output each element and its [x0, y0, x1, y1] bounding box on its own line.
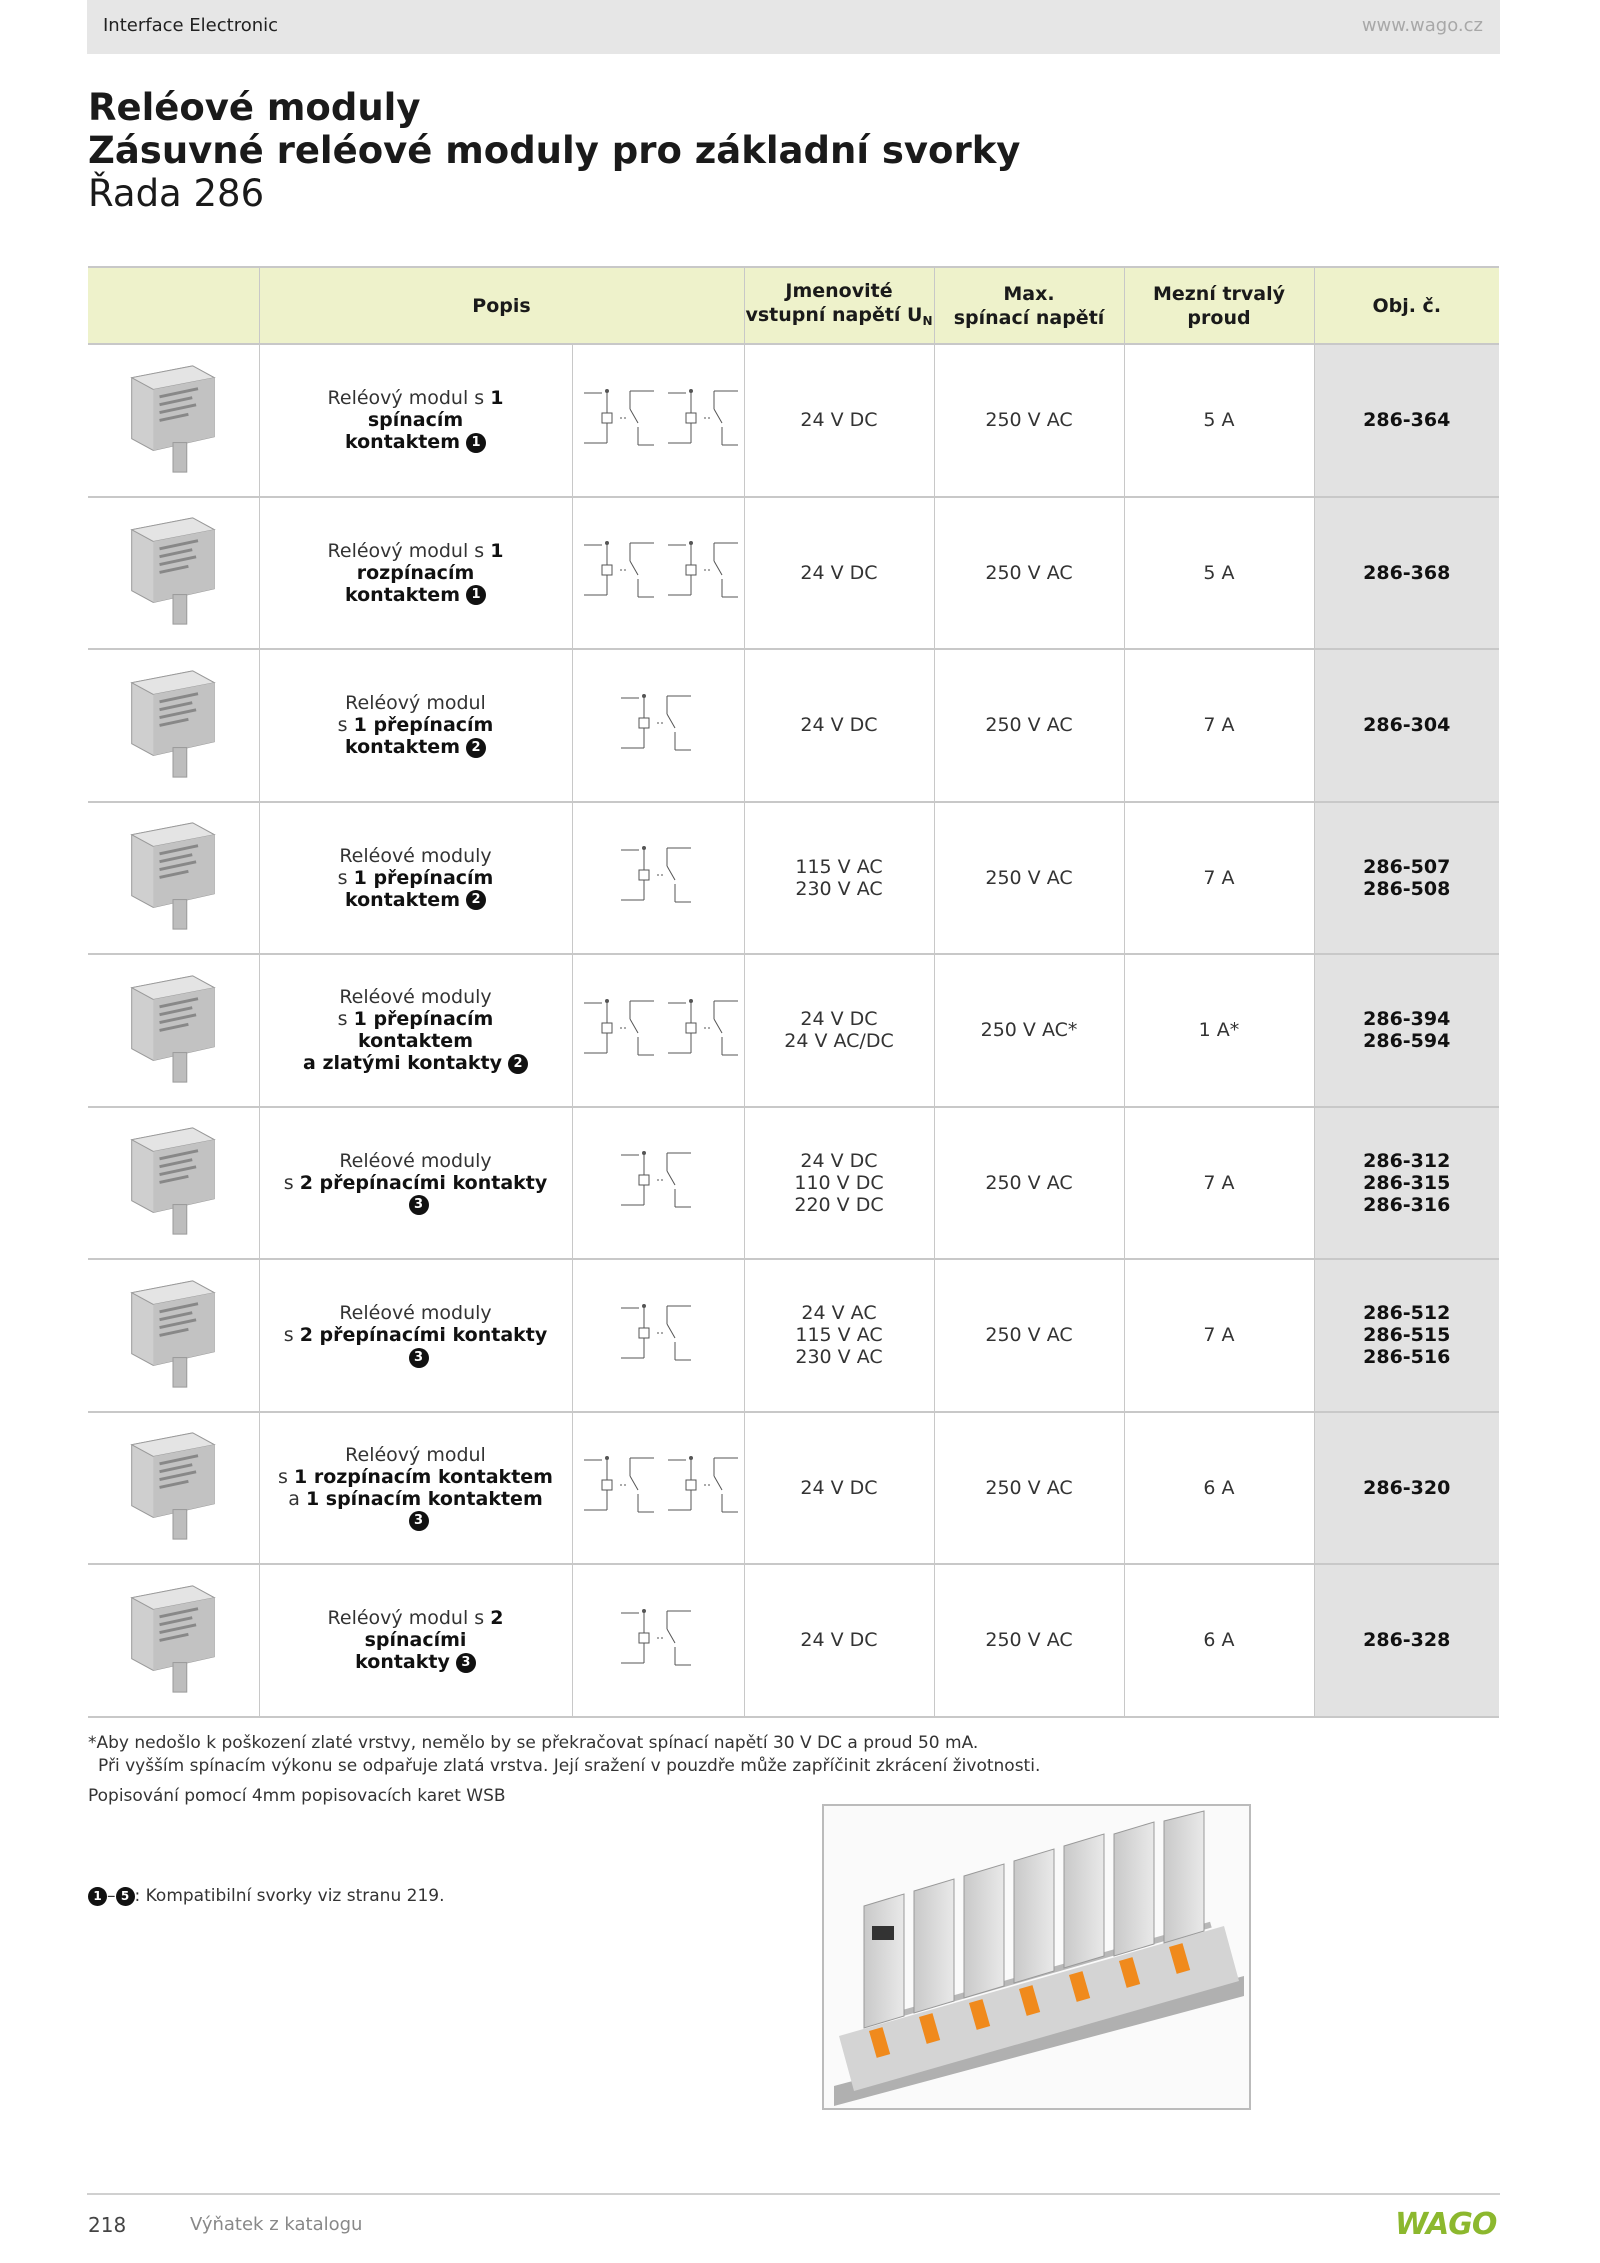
desc-line-1: Reléový modul s 1 rozpínacím	[327, 539, 504, 584]
desc-line-1: Reléový modul	[345, 1443, 486, 1466]
desc-line-2: kontaktem 1	[278, 431, 554, 453]
circuit-schematic	[613, 1298, 703, 1368]
max-voltage-value: 250 V AC	[985, 1476, 1073, 1499]
order-cell	[1314, 802, 1499, 955]
order-number-value[interactable]: 286-515	[1363, 1324, 1451, 1347]
circuit-schematic	[613, 1145, 703, 1215]
desc-line-3: a 1 spínacím kontaktem3	[278, 1488, 554, 1532]
table-row	[88, 1107, 1499, 1260]
compat-text: : Kompatibilní svorky viz stranu 219.	[134, 1886, 445, 1906]
header-voltage-line1: Jmenovité	[785, 279, 893, 302]
desc-line-2: s 1 rozpínacím kontaktem	[278, 1465, 553, 1488]
title-line-3: Řada 286	[88, 172, 265, 215]
current-cell	[1124, 954, 1314, 1107]
order-cell	[1314, 497, 1499, 650]
schematic-cell	[572, 344, 744, 497]
relay-module-photo	[123, 663, 223, 783]
input-voltage-value: 115 V AC	[795, 1324, 883, 1347]
photo-cell	[88, 1412, 259, 1565]
circuit-schematic	[576, 383, 740, 453]
max-voltage-cell	[934, 1107, 1124, 1260]
schematic-cell	[572, 497, 744, 650]
compat-badge: 1	[466, 585, 486, 605]
max-voltage-cell	[934, 1412, 1124, 1565]
description-cell	[259, 1412, 572, 1565]
order-number-value[interactable]: 286-364	[1363, 409, 1451, 432]
schematic-cell	[572, 1107, 744, 1260]
photo-cell	[88, 344, 259, 497]
table-row	[88, 802, 1499, 955]
desc-line-2: s 1 přepínacím kontaktem	[337, 1008, 494, 1053]
photo-cell	[88, 1107, 259, 1260]
current-value: 5 A	[1203, 561, 1235, 584]
desc-line-1: Reléové moduly	[339, 1302, 492, 1325]
footnote-line-1: *Aby nedošlo k poškození zlaté vrstvy, nemělo by se překračovat spínací napětí 30 V DC a proud 50 mA.	[88, 1733, 979, 1753]
input-voltage-value: 24 V DC	[800, 1149, 878, 1172]
current-value: 6 A	[1203, 1629, 1235, 1652]
header-popis: Popis	[259, 267, 744, 344]
current-cell	[1124, 802, 1314, 955]
current-value: 1 A*	[1198, 1019, 1240, 1042]
desc-line-1: Reléový modul s 1 spínacím	[327, 387, 504, 432]
order-number-value[interactable]: 286-512	[1363, 1302, 1451, 1325]
max-voltage-cell	[934, 649, 1124, 802]
input-voltage-cell	[744, 497, 934, 650]
footer-text: Výňatek z katalogu	[190, 2214, 363, 2235]
desc-line-3: a zlatými kontakty 2	[278, 1052, 554, 1074]
desc-line-2: kontakty 3	[278, 1651, 554, 1673]
max-voltage-value: 250 V AC	[985, 1629, 1073, 1652]
description-cell	[259, 649, 572, 802]
table-header-row	[88, 267, 1499, 344]
header-input-voltage	[744, 267, 934, 344]
description-cell	[259, 954, 572, 1107]
description-cell	[259, 1107, 572, 1260]
order-number-value[interactable]: 286-320	[1363, 1476, 1451, 1499]
footnote-line-2: Při vyšším spínacím výkonu se odpařuje zlatá vrstva. Její sražení v pouzdře může zapříčinit zkrácení životnosti.	[98, 1756, 1041, 1776]
compat-badge: 2	[466, 738, 486, 758]
compat-badge: 3	[409, 1511, 429, 1531]
header-max-line2: spínací napětí	[953, 306, 1105, 329]
max-voltage-cell	[934, 802, 1124, 955]
max-voltage-value: 250 V AC	[985, 714, 1073, 737]
input-voltage-value: 110 V DC	[794, 1171, 884, 1194]
order-number-value[interactable]: 286-312	[1363, 1149, 1451, 1172]
header-voltage-sub: N	[922, 313, 933, 328]
desc-line-1: Reléový modul s 2 spínacími	[327, 1607, 504, 1652]
current-cell	[1124, 1564, 1314, 1717]
schematic-cell	[572, 954, 744, 1107]
page-title	[88, 86, 1020, 215]
input-voltage-cell	[744, 954, 934, 1107]
max-voltage-cell	[934, 1259, 1124, 1412]
table-row	[88, 1564, 1499, 1717]
product-table	[88, 266, 1499, 1718]
relay-module-photo	[123, 1120, 223, 1240]
circuit-schematic	[613, 840, 703, 910]
input-voltage-value: 24 V AC/DC	[784, 1030, 894, 1053]
order-number-value[interactable]: 286-516	[1363, 1346, 1451, 1369]
schematic-cell	[572, 802, 744, 955]
input-voltage-value: 24 V AC	[801, 1302, 877, 1325]
schematic-cell	[572, 1564, 744, 1717]
header-voltage-line2: vstupní napětí U	[745, 303, 923, 326]
compat-badge-from: 1	[88, 1887, 107, 1906]
circuit-schematic	[576, 1450, 740, 1520]
desc-line-2: s 1 přepínacím kontaktem 2	[337, 866, 494, 911]
title-line-1: Reléové moduly	[88, 86, 421, 129]
table-row	[88, 649, 1499, 802]
table-row	[88, 954, 1499, 1107]
description-cell	[259, 1259, 572, 1412]
header-max-voltage	[934, 267, 1124, 344]
desc-line-1: Reléové moduly	[339, 1149, 492, 1172]
schematic-cell	[572, 1412, 744, 1565]
max-voltage-value: 250 V AC	[985, 1171, 1073, 1194]
order-number-value[interactable]: 286-507	[1363, 855, 1451, 878]
max-voltage-value: 250 V AC	[985, 1324, 1073, 1347]
input-voltage-value: 24 V DC	[800, 1476, 878, 1499]
input-voltage-value: 220 V DC	[794, 1193, 884, 1216]
schematic-cell	[572, 649, 744, 802]
compat-badge: 3	[456, 1653, 476, 1673]
max-voltage-value: 250 V AC	[985, 409, 1073, 432]
order-number-value[interactable]: 286-304	[1363, 714, 1451, 737]
compat-badge: 1	[466, 433, 486, 453]
marking-note: Popisování pomocí 4mm popisovacích karet WSB	[88, 1786, 506, 1806]
header-max-line1: Max.	[1003, 282, 1055, 305]
input-voltage-cell	[744, 1107, 934, 1260]
max-voltage-cell	[934, 344, 1124, 497]
order-cell	[1314, 954, 1499, 1107]
relay-assembly-photo	[822, 1804, 1251, 2110]
order-number-value[interactable]: 286-594	[1363, 1030, 1451, 1053]
input-voltage-cell	[744, 1259, 934, 1412]
circuit-schematic	[613, 688, 703, 758]
schematic-cell	[572, 1259, 744, 1412]
order-cell	[1314, 1107, 1499, 1260]
table-row	[88, 1412, 1499, 1565]
circuit-schematic	[576, 993, 740, 1063]
order-cell	[1314, 1564, 1499, 1717]
current-cell	[1124, 1412, 1314, 1565]
header-section-label: Interface Electronic	[103, 15, 279, 36]
input-voltage-value: 115 V AC	[795, 855, 883, 878]
svg-text:WAGO: WAGO	[1395, 2207, 1497, 2239]
order-cell	[1314, 344, 1499, 497]
order-cell	[1314, 1412, 1499, 1565]
compat-badge: 3	[409, 1195, 429, 1215]
desc-line-1: Reléové moduly	[339, 986, 492, 1009]
order-number-value[interactable]: 286-328	[1363, 1629, 1451, 1652]
current-cell	[1124, 1259, 1314, 1412]
desc-line-2: kontaktem 1	[278, 584, 554, 606]
desc-line-2: s 2 přepínacími kontakty3	[278, 1324, 554, 1368]
order-cell	[1314, 649, 1499, 802]
current-cell	[1124, 649, 1314, 802]
compat-badge: 2	[466, 890, 486, 910]
description-cell	[259, 344, 572, 497]
max-voltage-cell	[934, 954, 1124, 1107]
max-voltage-value: 250 V AC	[985, 866, 1073, 889]
input-voltage-value: 24 V DC	[800, 714, 878, 737]
relay-module-photo	[123, 815, 223, 935]
header-order-number: Obj. č.	[1314, 267, 1499, 344]
current-value: 7 A	[1203, 1171, 1235, 1194]
input-voltage-cell	[744, 802, 934, 955]
desc-line-1: Reléové moduly	[339, 844, 492, 867]
photo-cell	[88, 802, 259, 955]
compat-badge: 3	[409, 1348, 429, 1368]
wago-logo	[1393, 2207, 1503, 2239]
photo-cell	[88, 497, 259, 650]
order-number-value[interactable]: 286-315	[1363, 1171, 1451, 1194]
input-voltage-value: 24 V DC	[800, 561, 878, 584]
table-row	[88, 1259, 1499, 1412]
order-number-value[interactable]: 286-508	[1363, 877, 1451, 900]
desc-line-2: s 2 přepínacími kontakty3	[278, 1172, 554, 1216]
compat-badge-to: 5	[116, 1887, 135, 1906]
photo-cell	[88, 649, 259, 802]
header-website[interactable]: www.wago.cz	[1361, 15, 1483, 36]
input-voltage-cell	[744, 1412, 934, 1565]
input-voltage-cell	[744, 1564, 934, 1717]
current-value: 7 A	[1203, 866, 1235, 889]
compat-note	[88, 1886, 444, 1906]
relay-module-photo	[123, 1273, 223, 1393]
input-voltage-cell	[744, 344, 934, 497]
order-number-value[interactable]: 286-394	[1363, 1008, 1451, 1031]
current-cell	[1124, 344, 1314, 497]
photo-cell	[88, 954, 259, 1107]
description-cell	[259, 497, 572, 650]
input-voltage-value: 24 V DC	[800, 1008, 878, 1031]
input-voltage-value: 24 V DC	[800, 409, 878, 432]
desc-line-2: s 1 přepínacím kontaktem 2	[337, 714, 494, 759]
current-cell	[1124, 1107, 1314, 1260]
header-photo-cell	[88, 267, 259, 344]
compat-badge: 2	[508, 1054, 528, 1074]
input-voltage-value: 230 V AC	[795, 877, 883, 900]
relay-module-photo	[123, 510, 223, 630]
input-voltage-value: 24 V DC	[800, 1629, 878, 1652]
footer-divider	[87, 2193, 1500, 2195]
order-number-value[interactable]: 286-368	[1363, 561, 1451, 584]
desc-line-1: Reléový modul	[345, 692, 486, 715]
max-voltage-value: 250 V AC*	[980, 1019, 1078, 1042]
current-value: 7 A	[1203, 1324, 1235, 1347]
description-cell	[259, 802, 572, 955]
circuit-schematic	[576, 535, 740, 605]
max-voltage-cell	[934, 497, 1124, 650]
order-number-value[interactable]: 286-316	[1363, 1193, 1451, 1216]
current-cell	[1124, 497, 1314, 650]
compat-sep: –	[107, 1886, 116, 1906]
header-current: Mezní trvalý proud	[1124, 267, 1314, 344]
relay-module-photo	[123, 1578, 223, 1698]
title-line-2: Zásuvné reléové moduly pro základní svorky	[88, 129, 1021, 172]
relay-module-photo	[123, 1425, 223, 1545]
header-bar	[87, 0, 1500, 54]
input-voltage-value: 230 V AC	[795, 1346, 883, 1369]
photo-cell	[88, 1564, 259, 1717]
order-cell	[1314, 1259, 1499, 1412]
table-row	[88, 497, 1499, 650]
footnote	[88, 1732, 1040, 1778]
max-voltage-value: 250 V AC	[985, 561, 1073, 584]
current-value: 7 A	[1203, 714, 1235, 737]
circuit-schematic	[613, 1603, 703, 1673]
relay-module-photo	[123, 968, 223, 1088]
relay-module-photo	[123, 358, 223, 478]
page-number: 218	[88, 2213, 127, 2237]
table-row	[88, 344, 1499, 497]
current-value: 6 A	[1203, 1476, 1235, 1499]
input-voltage-cell	[744, 649, 934, 802]
photo-cell	[88, 1259, 259, 1412]
current-value: 5 A	[1203, 409, 1235, 432]
description-cell	[259, 1564, 572, 1717]
max-voltage-cell	[934, 1564, 1124, 1717]
